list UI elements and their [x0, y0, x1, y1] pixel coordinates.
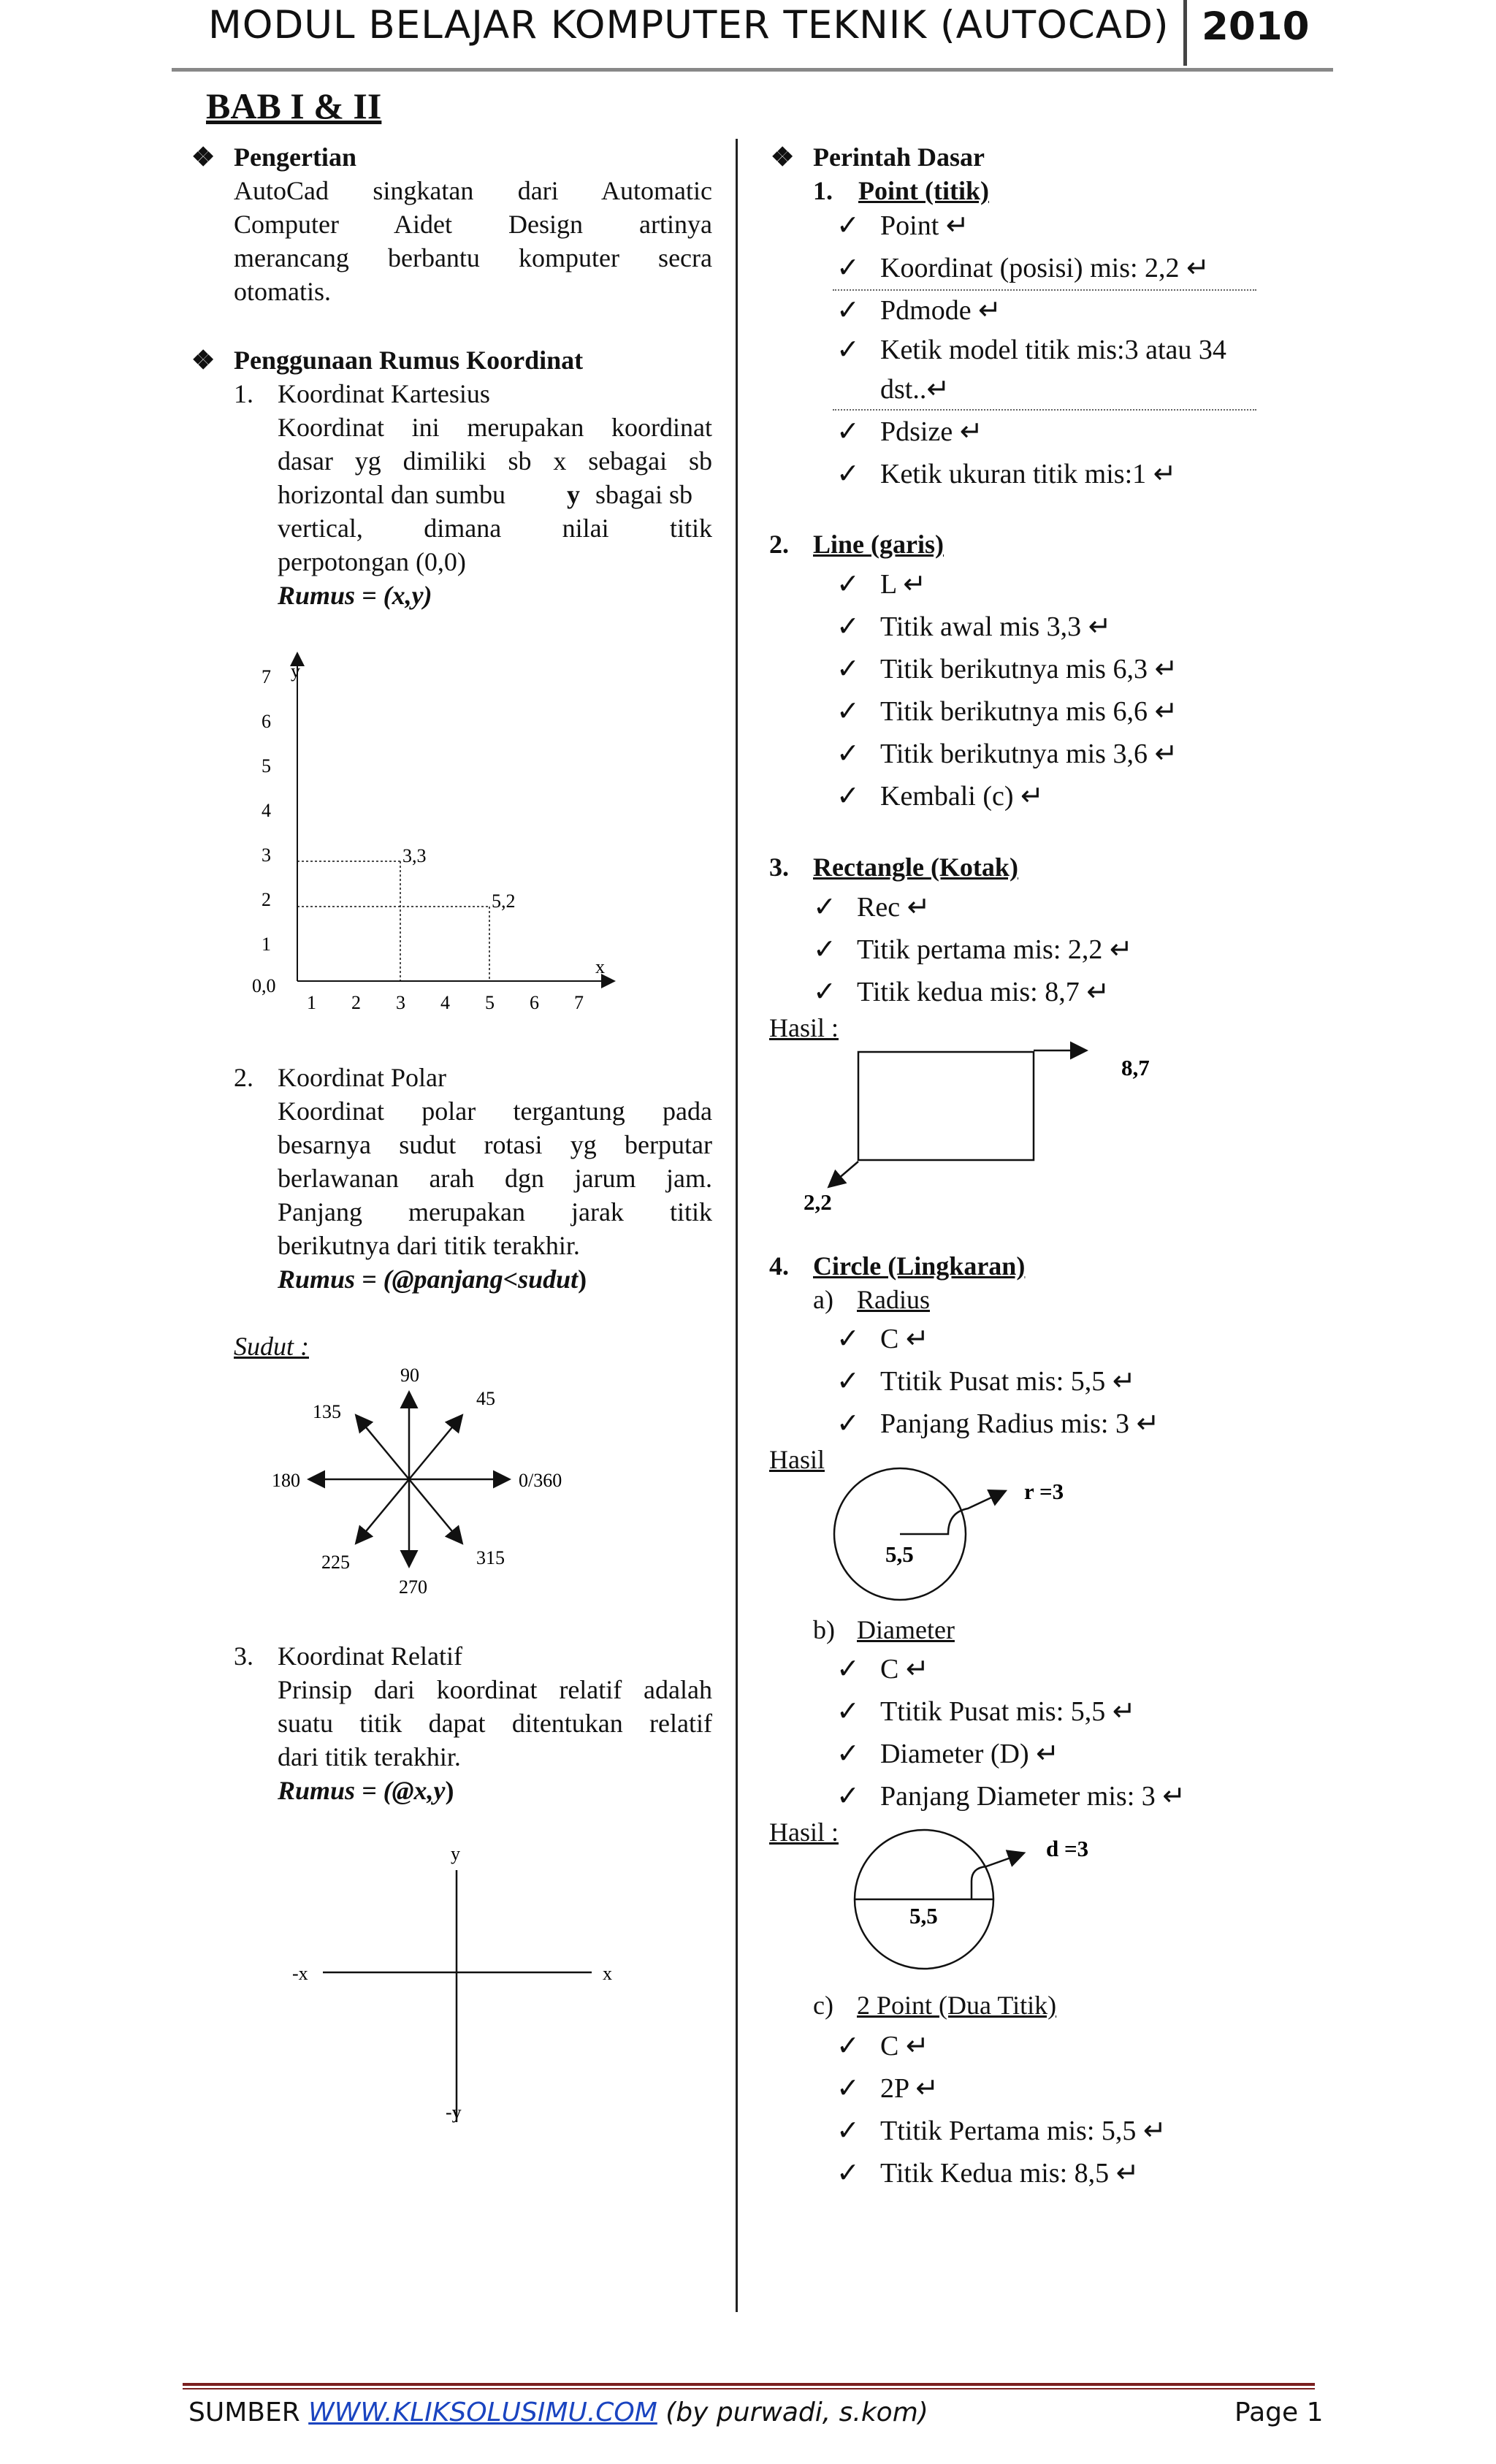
kartesius-line: Koordinat ini merupakan koordinat	[278, 413, 712, 442]
radius-step: C ↵	[880, 1324, 929, 1354]
dotted-divider	[833, 289, 1256, 291]
chapter-title: BAB I & II	[206, 85, 382, 126]
footer-author: (by purwadi, s.kom)	[665, 2398, 928, 2427]
rectangle-step: Rec ↵	[857, 892, 931, 923]
check-icon: ✓	[836, 210, 860, 241]
check-icon: ✓	[836, 1324, 860, 1354]
diameter-step: Diameter (D) ↵	[880, 1739, 1059, 1769]
footer-rule	[183, 2383, 1315, 2386]
header-separator	[1183, 0, 1187, 66]
check-icon: ✓	[836, 335, 860, 365]
footer-source	[188, 2398, 928, 2427]
check-icon: ✓	[836, 1408, 860, 1439]
point-step: Ketik ukuran titik mis:1 ↵	[880, 459, 1177, 489]
check-icon: ✓	[836, 739, 860, 769]
check-icon: ✓	[836, 2158, 860, 2189]
diameter-step: Panjang Diameter mis: 3 ↵	[880, 1781, 1186, 1812]
point-title: Point (titik)	[858, 176, 989, 205]
check-icon: ✓	[836, 459, 860, 489]
check-icon: ✓	[836, 295, 860, 326]
line-title: Line (garis)	[813, 530, 944, 559]
pengertian-line: otomatis.	[234, 277, 331, 306]
y-axis-label: y	[291, 660, 300, 682]
polar-formula: Rumus = (@panjang<sudut)	[278, 1265, 587, 1294]
corner-label-2-2: 2,2	[804, 1189, 832, 1215]
diameter-title: Diameter	[857, 1615, 955, 1644]
polar-line: Koordinat polar tergantung pada	[278, 1096, 712, 1126]
diamond-bullet-icon: ❖	[191, 142, 215, 172]
pengertian-line: AutoCad singkatan dari Automatic	[234, 176, 712, 205]
point-number: 1.	[813, 176, 833, 205]
origin-label: 0,0	[252, 975, 276, 996]
x-tick: 7	[574, 992, 584, 1013]
radius-circle-diagram	[818, 1461, 1125, 1607]
two-point-step: 2P ↵	[880, 2073, 939, 2104]
rectangle-title: Rectangle (Kotak)	[813, 853, 1018, 882]
check-icon: ✓	[836, 611, 860, 642]
y-tick: 2	[262, 889, 271, 910]
x-tick: 6	[530, 992, 539, 1013]
diamond-bullet-icon: ❖	[191, 346, 215, 375]
line-step: Titik awal mis 3,3 ↵	[880, 611, 1112, 642]
header-rule	[172, 68, 1333, 72]
radius-center-label: 5,5	[885, 1541, 914, 1567]
relatif-title: Koordinat Relatif	[278, 1641, 462, 1671]
check-icon: ✓	[836, 696, 860, 727]
two-point-step: Ttitik Pertama mis: 5,5 ↵	[880, 2116, 1167, 2146]
point-label-3-3: 3,3	[402, 845, 427, 866]
check-icon: ✓	[836, 654, 860, 684]
y-tick: 1	[262, 934, 271, 955]
kartesius-line: horizontal dan sumbu	[278, 480, 505, 509]
column-separator	[736, 139, 738, 2312]
angle-label-180: 180	[272, 1470, 300, 1491]
y-tick: 3	[262, 844, 271, 866]
sudut-label: Sudut :	[234, 1332, 309, 1361]
page-number: Page 1	[1234, 2398, 1324, 2427]
rectangle-hasil-label: Hasil :	[769, 1013, 839, 1042]
x-tick: 1	[307, 992, 316, 1013]
point-step: Point ↵	[880, 210, 969, 241]
angle-diagram	[263, 1355, 570, 1603]
point-step: Ketik model titik mis:3 atau 34	[880, 335, 1226, 365]
polar-title: Koordinat Polar	[278, 1063, 446, 1092]
corner-label-8-7: 8,7	[1121, 1055, 1150, 1080]
line-step: Titik berikutnya mis 6,6 ↵	[880, 696, 1178, 727]
kartesius-line: vertical, dimana nilai titik	[278, 514, 712, 543]
check-icon: ✓	[836, 253, 860, 283]
relatif-line: suatu titik dapat ditentukan relatif	[278, 1709, 712, 1738]
point-step: Pdmode ↵	[880, 295, 1001, 326]
radius-step: Ttitik Pusat mis: 5,5 ↵	[880, 1366, 1136, 1397]
x-axis-label: x	[595, 956, 605, 977]
rel-neg-x-label: -x	[292, 1963, 308, 1984]
relative-axes-diagram	[278, 1841, 628, 2140]
check-icon: ✓	[836, 781, 860, 812]
x-tick: 2	[351, 992, 361, 1013]
check-icon: ✓	[836, 2073, 860, 2104]
check-icon: ✓	[836, 1739, 860, 1769]
y-tick: 5	[262, 755, 271, 777]
rumus-koordinat-heading: Penggunaan Rumus Koordinat	[234, 346, 584, 375]
perintah-dasar-heading: Perintah Dasar	[813, 142, 985, 172]
diameter-circle-diagram	[847, 1823, 1154, 1983]
diameter-hasil-label: Hasil :	[769, 1818, 839, 1847]
kartesius-line: dasar yg dimiliki sb x sebagai sb	[278, 446, 712, 476]
angle-label-45: 45	[476, 1388, 495, 1409]
footer-link[interactable]: WWW.KLIKSOLUSIMU.COM	[308, 2398, 657, 2427]
footer-prefix: SUMBER	[188, 2398, 300, 2427]
check-icon: ✓	[813, 934, 836, 965]
line-step: Titik berikutnya mis 3,6 ↵	[880, 739, 1178, 769]
check-icon: ✓	[836, 416, 860, 447]
angle-label-315: 315	[476, 1547, 505, 1568]
rel-y-label: y	[451, 1843, 460, 1864]
rectangle-result-diagram	[774, 1030, 1183, 1235]
circle-title: Circle (Lingkaran)	[813, 1251, 1026, 1281]
polar-line: berikutnya dari titik terakhir.	[278, 1231, 580, 1260]
two-point-title: 2 Point (Dua Titik)	[857, 1991, 1057, 2020]
rectangle-step: Titik pertama mis: 2,2 ↵	[857, 934, 1133, 965]
pengertian-line: Computer Aidet Design artinya	[234, 210, 712, 239]
rectangle-number: 3.	[769, 853, 789, 882]
radius-hasil-label: Hasil	[769, 1445, 825, 1474]
check-icon: ✓	[836, 1366, 860, 1397]
check-icon: ✓	[813, 892, 836, 923]
point-step-wrap: dst..↵	[880, 374, 950, 405]
polar-line: besarnya sudut rotasi yg berputar	[278, 1130, 712, 1159]
polar-line: berlawanan arah dgn jarum jam.	[278, 1164, 712, 1193]
y-tick: 4	[262, 800, 271, 821]
relatif-formula: Rumus = (@x,y)	[278, 1776, 454, 1805]
footer-rule-thin	[183, 2388, 1315, 2389]
kartesius-number: 1.	[234, 379, 253, 408]
x-tick: 4	[440, 992, 450, 1013]
kartesius-formula: Rumus = (x,y)	[278, 581, 432, 610]
y-tick: 6	[262, 711, 271, 732]
point-step: Pdsize ↵	[880, 416, 983, 447]
kartesius-y-word: y	[567, 480, 580, 509]
two-point-letter: c)	[813, 1991, 833, 2020]
cartesian-diagram	[241, 643, 621, 1015]
check-icon: ✓	[836, 1696, 860, 1727]
relatif-number: 3.	[234, 1641, 253, 1671]
diameter-center-label: 5,5	[909, 1903, 938, 1929]
module-title: MODUL BELAJAR KOMPUTER TEKNIK (AUTOCAD)	[208, 3, 1169, 47]
two-point-step: Titik Kedua mis: 8,5 ↵	[880, 2158, 1140, 2189]
check-icon: ✓	[836, 2116, 860, 2146]
line-step: Titik berikutnya mis 6,3 ↵	[880, 654, 1178, 684]
polar-number: 2.	[234, 1063, 253, 1092]
rel-x-label: x	[603, 1963, 612, 1984]
line-step: L ↵	[880, 569, 927, 600]
rectangle-shape	[858, 1052, 1034, 1160]
rectangle-step: Titik kedua mis: 8,7 ↵	[857, 977, 1110, 1007]
dotted-divider	[833, 409, 1256, 411]
line-number: 2.	[769, 530, 789, 559]
angle-label-270: 270	[399, 1576, 427, 1598]
angle-label-225: 225	[321, 1552, 350, 1573]
two-point-step: C ↵	[880, 2031, 929, 2061]
angle-label-135: 135	[313, 1401, 341, 1422]
check-icon: ✓	[836, 1781, 860, 1812]
check-icon: ✓	[836, 1654, 860, 1685]
radius-title: Radius	[857, 1285, 931, 1314]
rel-neg-y-label: -y	[446, 2102, 462, 2123]
kartesius-line: sbagai sb	[595, 480, 692, 509]
angle-label-0-360: 0/360	[519, 1470, 562, 1491]
circle-number: 4.	[769, 1251, 789, 1281]
pengertian-heading: Pengertian	[234, 142, 356, 172]
check-icon: ✓	[813, 977, 836, 1007]
point-step: Koordinat (posisi) mis: 2,2 ↵	[880, 253, 1210, 283]
check-icon: ✓	[836, 2031, 860, 2061]
x-tick: 5	[485, 992, 495, 1013]
polar-line: Panjang merupakan jarak titik	[278, 1197, 712, 1227]
point-label-5-2: 5,2	[492, 890, 516, 912]
diameter-letter: b)	[813, 1615, 835, 1644]
relatif-line: dari titik terakhir.	[278, 1742, 461, 1771]
diameter-step: Ttitik Pusat mis: 5,5 ↵	[880, 1696, 1136, 1727]
pengertian-line: merancang berbantu komputer secra	[234, 243, 712, 272]
check-icon: ✓	[836, 569, 860, 600]
angle-label-90: 90	[400, 1365, 419, 1386]
module-year: 2010	[1202, 4, 1310, 49]
diamond-bullet-icon: ❖	[771, 142, 795, 172]
relatif-line: Prinsip dari koordinat relatif adalah	[278, 1675, 712, 1704]
kartesius-line: perpotongan (0,0)	[278, 547, 466, 576]
line-step: Kembali (c) ↵	[880, 781, 1044, 812]
diameter-value-label: d =3	[1046, 1836, 1089, 1861]
radius-value-label: r =3	[1024, 1479, 1064, 1504]
radius-letter: a)	[813, 1285, 833, 1314]
diameter-step: C ↵	[880, 1654, 929, 1685]
x-tick: 3	[396, 992, 405, 1013]
kartesius-title: Koordinat Kartesius	[278, 379, 490, 408]
radius-step: Panjang Radius mis: 3 ↵	[880, 1408, 1160, 1439]
y-tick: 7	[262, 666, 271, 687]
